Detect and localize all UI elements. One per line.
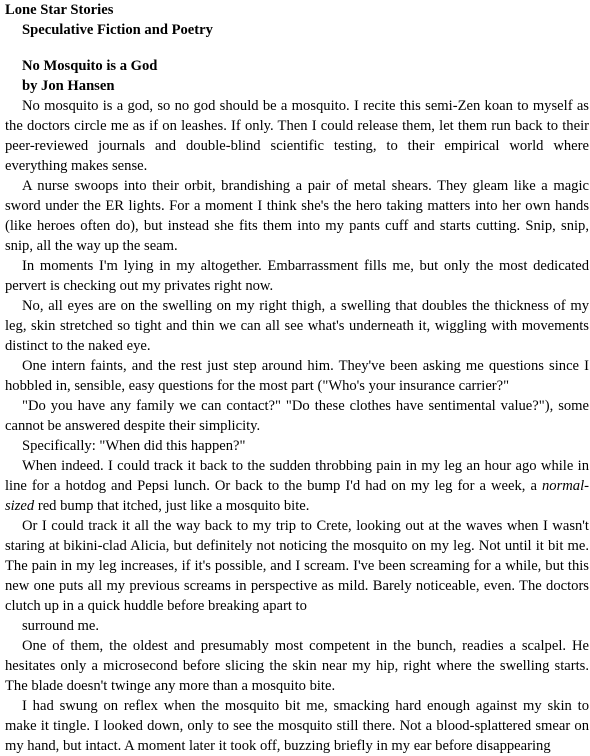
story-paragraph: No, all eyes are on the swelling on my right thigh, a swelling that doubles the thickness of my leg, skin stretched so tight and thin we can all see what's underneath it, wiggling with movements distinct to the naked eye.: [5, 298, 589, 354]
story-paragraph: In moments I'm lying in my altogether. Embarrassment fills me, but only the most dedicated pervert is checking out my privates right now.: [5, 258, 589, 294]
story-emphasis: normal-sized: [5, 478, 589, 514]
story-paragraph: One intern faints, and the rest just step around him. They've been asking me questions since I hobbled in, sensible, easy questions for the most part ("Who's your insurance carrier?": [5, 358, 589, 394]
story-paragraph: "Do you have any family we can contact?" "Do these clothes have sentimental value?"), some cannot be answered despite their simplicity.: [5, 398, 589, 434]
story-paragraph: Specifically: "When did this happen?": [22, 438, 246, 454]
story-paragraph: Or I could track it all the way back to my trip to Crete, looking out at the waves when I wasn't staring at bikini-clad Alicia, but definitely not noticing the mosquito on my leg. Not until it bit me. The pain in my leg increases, if it's possible, and I scream. I've been screaming for a while, but this new one puts all my previous screams in perspective as mild. Barely noticeable, even. The doctors clutch up in a quick huddle before breaking apart to: [5, 518, 589, 614]
story-byline: by Jon Hansen: [22, 78, 115, 94]
story-paragraph: No mosquito is a god, so no god should be a mosquito. I recite this semi-Zen koan to myself as the doctors circle me as if on leashes. If only. Then I could release them, let them run back to their peer-reviewed journals and double-blind scientific testing, to their empirical world where everything makes sense.: [5, 98, 589, 174]
header-spacer: [5, 40, 589, 56]
story-body: [5, 96, 589, 756]
site-title: Lone Star Stories: [5, 2, 114, 18]
story-paragraph: [5, 456, 589, 516]
story-paragraph: I had swung on reflex when the mosquito bit me, smacking hard enough against my skin to make it tingle. I looked down, only to see the mosquito still there. Not a blood-splattered smear on my hand, but intact. A moment later it took off, buzzing briefly in my ear before disappearing: [5, 698, 589, 754]
story-title: No Mosquito is a God: [22, 58, 158, 74]
story-paragraph: A nurse swoops into their orbit, brandishing a pair of metal shears. They gleam like a magic sword under the ER lights. For a moment I think she's the hero taking matters into her own hands (like heroes often do), but instead she fits them into my pants cuff and starts cutting. Snip, snip, snip, all the way up the seam.: [5, 178, 589, 254]
story-paragraph: surround me.: [22, 618, 100, 634]
story-paragraph: One of them, the oldest and presumably most competent in the bunch, readies a scalpel. He hesitates only a microsecond before slicing the skin near my hip, right where the swelling starts. The blade doesn't twinge any more than a mosquito bite.: [5, 638, 589, 694]
story-text: red bump that itched, just like a mosquito bite.: [34, 498, 310, 514]
story-text: When indeed. I could track it back to the sudden throbbing pain in my leg an hour ago while in line for a hotdog and Pepsi lunch. Or back to the bump I'd had on my leg for a week, a: [5, 458, 589, 494]
site-subtitle: Speculative Fiction and Poetry: [22, 22, 213, 38]
